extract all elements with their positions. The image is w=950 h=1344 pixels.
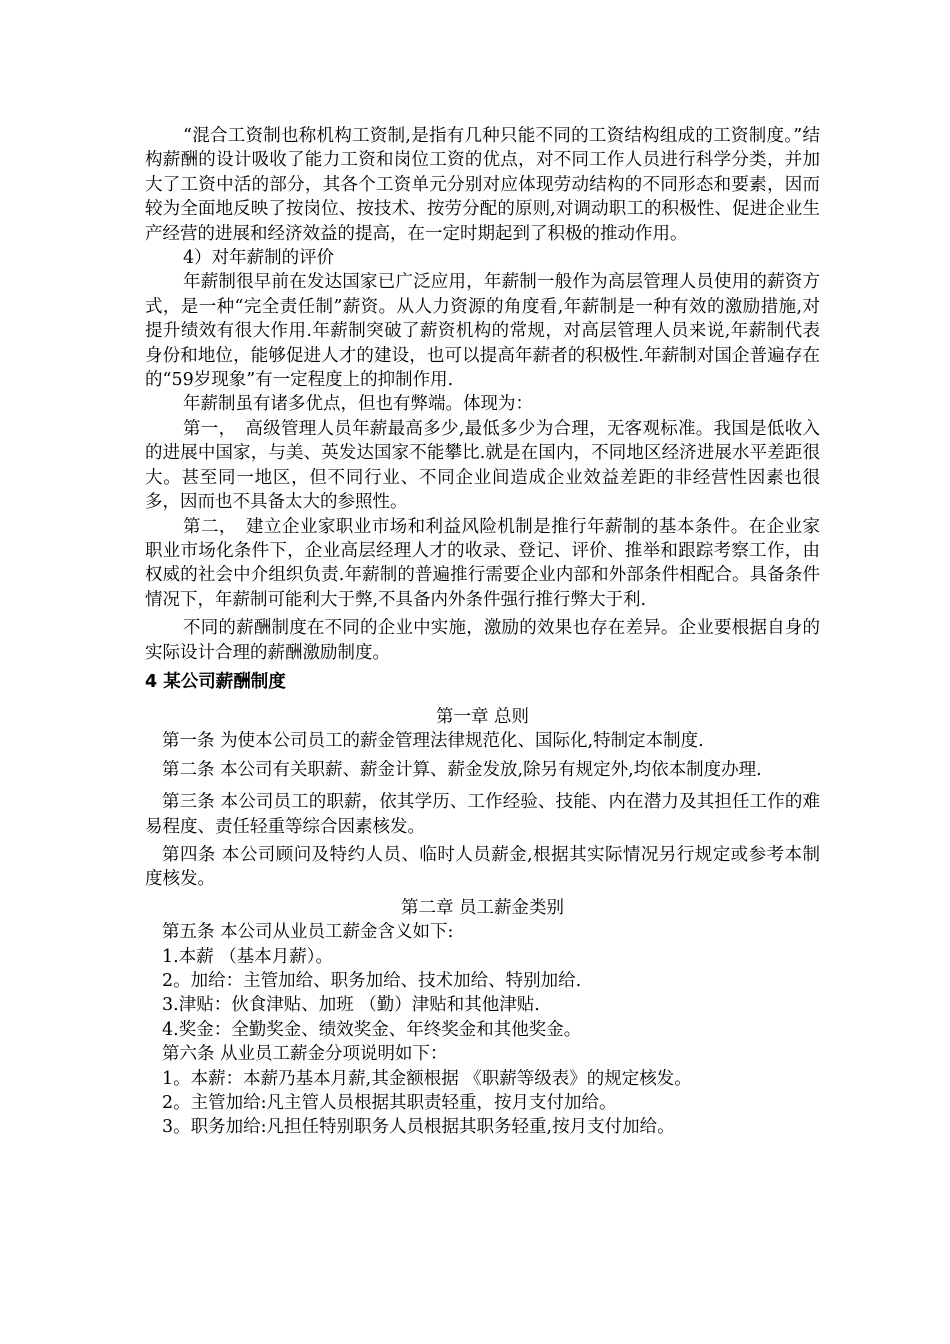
article-6-item-3: 3。职务加给:凡担任特别职务人员根据其职务轻重,按月支付加给。 bbox=[162, 1117, 675, 1138]
article-5-item-3: 3.津贴：伙食津贴、加班 （勤）津贴和其他津贴. bbox=[162, 995, 540, 1016]
article-5-item-2: 2。加给：主管加给、职务加给、技术加给、特别加给. bbox=[162, 971, 582, 991]
subheading-annual-salary-evaluation: 4）对年薪制的评价 bbox=[183, 248, 335, 269]
article-4: 第四条 本公司顾问及特约人员、临时人员薪金,根据其实际情况另行规定或参考本制度核发。 bbox=[145, 844, 820, 890]
article-6-item-1: 1。本薪：本薪乃基本月薪,其金额根据 《职薪等级表》的规定核发。 bbox=[162, 1068, 692, 1089]
article-6-item-2: 2。主管加给:凡主管人员根据其职责轻重，按月支付加给。 bbox=[162, 1093, 617, 1114]
annual-salary-paragraph-3: 第一， 高级管理人员年薪最高多少,最低多少为合理，无客观标准。我国是低收入的进展中国家，与美、英发达国家不能攀比.就是在国内，不同地区经济进展水平差距很大。甚至同一地区，但不同行业、不同企业间造成企业效益差距的非经营性因素也很多，因而也不具备太大的参照性。 bbox=[145, 418, 820, 513]
annual-salary-paragraph-1: 年薪制很早前在发达国家已广泛应用，年薪制一般作为高层管理人员使用的薪资方式，是一种“完全责任制”薪资。从人力资源的角度看,年薪制是一种有效的激励措施,对提升绩效有很大作用.年薪制突破了薪资机构的常规，对高层管理人员来说,年薪制代表身份和地位，能够促进人才的建设，也可以提高年薪者的积极性.年薪制对国企普遍存在的“59岁现象”有一定程度上的抑制作用. bbox=[145, 272, 820, 391]
article-1: 第一条 为使本公司员工的薪金管理法律规范化、国际化,特制定本制度. bbox=[162, 731, 704, 752]
article-5-item-1: 1.本薪 （基本月薪）。 bbox=[162, 946, 334, 967]
annual-salary-paragraph-2: 年薪制虽有诸多优点，但也有弊端。体现为： bbox=[183, 394, 533, 415]
article-3: 第三条 本公司员工的职薪，依其学历、工作经验、技能、内在潜力及其担任工作的难易程度、责任轻重等综合因素核发。 bbox=[145, 792, 820, 837]
intro-paragraph: “混合工资制也称机构工资制,是指有几种只能不同的工资结构组成的工资制度。”结构薪酬的设计吸收了能力工资和岗位工资的优点，对不同工作人员进行科学分类，并加大了工资中活的部分，其各个工资单元分别对应体现劳动结构的不同形态和要素，因而较为全面地反映了按岗位、按技术、按劳分配的原则,对调动职工的积极性、促进企业生产经营的进展和经济效益的提高，在一定时期起到了积极的推动作用。 bbox=[145, 126, 820, 244]
section-4-title: 4 某公司薪酬制度 bbox=[145, 671, 286, 692]
article-6: 第六条 从业员工薪金分项说明如下： bbox=[162, 1044, 448, 1065]
article-5-item-4: 4.奖金：全勤奖金、绩效奖金、年终奖金和其他奖金。 bbox=[162, 1019, 582, 1040]
annual-salary-paragraph-5: 不同的薪酬制度在不同的企业中实施，激励的效果也存在差异。企业要根据自身的实际设计合理的薪酬激励制度。 bbox=[145, 618, 820, 663]
article-2: 第二条 本公司有关职薪、薪金计算、薪金发放,除另有规定外,均依本制度办理. bbox=[162, 759, 762, 780]
chapter-1-title: 第一章 总则 bbox=[435, 706, 530, 727]
chapter-2-title: 第二章 员工薪金类别 bbox=[400, 897, 565, 918]
annual-salary-paragraph-4: 第二， 建立企业家职业市场和利益风险机制是推行年薪制的基本条件。在企业家职业市场化条件下，企业高层经理人才的收录、登记、评价、推举和跟踪考察工作，由权威的社会中介组织负责.年薪制的普遍推行需要企业内部和外部条件相配合。具备条件情况下，年薪制可能利大于弊,不具备内外条件强行推行弊大于利. bbox=[145, 516, 820, 610]
article-5: 第五条 本公司从业员工薪金含义如下: bbox=[162, 922, 454, 943]
